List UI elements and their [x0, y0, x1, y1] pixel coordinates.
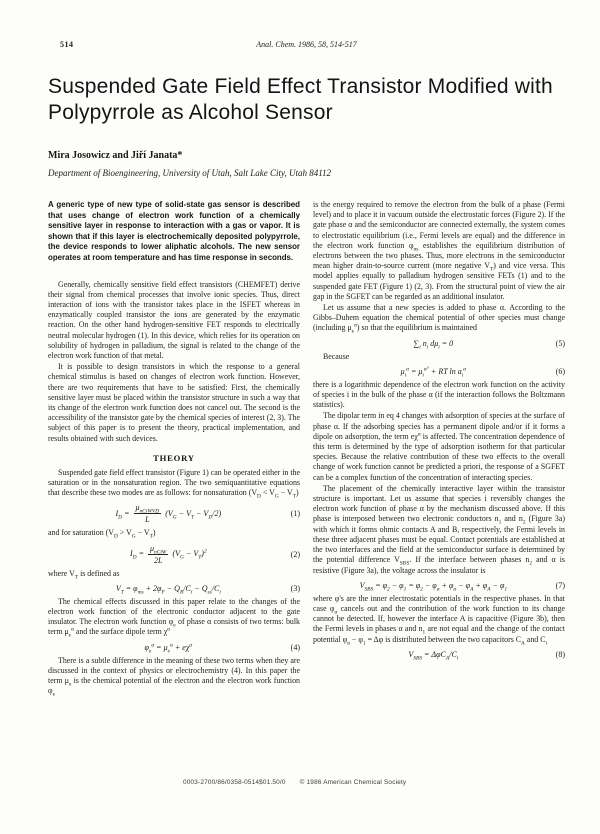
- equation-1: [48, 503, 300, 524]
- body-paragraph: where φ's are the inner electrostatic potentials in the respective phases. In that case $\varphi_\alpha$ cancels out and the contribution of the work function to its change cannot be detected. If, however the interface A is capacitive (Figure 3b), then the Fermi levels in phases α and $n_1$ are not equal and the change of the contact potential $\varphi_\alpha - \varphi_1 = \Delta\varphi$ is distributed between the two capacitors $C_A$ and $C_i$: [313, 593, 565, 647]
- equation-7: [313, 580, 565, 593]
- body-paragraph: There is a subtle difference in the meaning of these two terms when they are discussed in the context of physics or electrochemistry (4). In this paper the term $\mu_e$ is the chemical potential of the electron and the electron work function $\varphi_e$: [48, 655, 300, 698]
- body-paragraph: Let us assume that a new species is added to phase α. According to the Gibbs–Duhem equation the chemical potential of other species must change (including $\mu_e^\alpha$) so that the equilibrium is maintained: [313, 303, 565, 336]
- equation-6-body: $\mu_i^\alpha = \mu_i^{\alpha^\circ}$ + RT $\ln a_i^\alpha$: [400, 366, 467, 379]
- two-column-body: [48, 200, 565, 786]
- fraction-numerator: $\mu_{nCiW}$: [150, 543, 167, 556]
- fraction: [134, 503, 162, 524]
- equation-label: (2): [290, 549, 300, 559]
- body-paragraph: The placement of the chemically interactive layer within the transistor structure is important. Let us assume that species i reversibly changes the electron work function of phase α by the mechanism discussed above. If this phase is interposed between two electronic conductors $n_1$ and $n_2$ (Figure 3a) with which it forms ohmic contacts A and B, respectively, the Fermi levels in these three adjacent phases must be equal. Contact potentials are established at the two interfaces and the field at the semiconductor surface is determined by the potential difference $V_{SBS}$. If the interface between phases $n_2$ and α is resistive (Figure 3a), the voltage across the insulator is: [313, 483, 565, 575]
- equation-7-body: $V_{SBS} = \varphi_2 - \varphi_1 = \varphi_2 - \varphi_\alpha + \varphi_\alpha - \varphi_A + \varphi_A - \varphi_1$: [359, 580, 508, 593]
- body-paragraph: Suspended gate field effect transistor (Figure 1) can be operated either in the saturation or in the nonsaturation region. The two semiquantitative equations that describe these two modes are as follows: for nonsaturation $(V_D < V_G - V_T)$: [48, 467, 300, 500]
- equation-lhs: $I_D$ =: [115, 508, 130, 521]
- page-number: 514: [60, 40, 74, 49]
- equation-8-body: $V_{SBS} = \Delta\varphi C_A/C_i$: [408, 649, 459, 662]
- equation-5: [313, 338, 565, 351]
- equation-8: [313, 649, 565, 662]
- equation-5-body: $\sum_i$ $n_i$ $d\mu_i = 0$: [413, 338, 454, 351]
- abstract-paragraph: A generic type of new type of solid-state gas sensor is described that uses change of electron work function of a chemically sensitive layer in response to interaction with a gas or vapor. It is shown that if this layer is electrochemically deposited polypyrrole, the device responds to lower aliphatic alcohols. The new sensor operates at room temperature and has time response in seconds.: [48, 200, 300, 262]
- page-footer: [183, 779, 406, 786]
- fraction: [148, 544, 168, 565]
- body-paragraph: there is a logarithmic dependence of the electron work function on the activity of species i in the bulk of the phase α (if the interaction follows the Boltzmann statistics).: [313, 379, 565, 410]
- equation-label: (8): [555, 649, 565, 659]
- equation-6: [313, 366, 565, 379]
- equation-rhs: $(V_G - V_T)^2$: [172, 548, 207, 561]
- equation-label: (7): [555, 580, 565, 590]
- section-heading-theory: THEORY: [153, 452, 195, 463]
- right-column: [313, 200, 565, 786]
- equation-lhs: $I_D$ =: [130, 548, 145, 561]
- equation-label: (3): [290, 583, 300, 593]
- equation-label: (1): [290, 509, 300, 519]
- body-paragraph: and for saturation $(V_D > V_G - V_T)$: [48, 528, 156, 540]
- footer-article-code: 0003-2700/86/0358-0514$01.50/0: [183, 779, 286, 786]
- equation-label: (6): [555, 366, 565, 376]
- fraction-denominator: 2L: [154, 555, 163, 565]
- equation-4: [48, 641, 300, 655]
- equation-3-body: $V_T = \varphi_{ms} + 2\varphi_F - Q_B/C_i - Q_{ss}/C_i$: [115, 583, 221, 596]
- fraction-numerator: $\mu_{nCiWVD}$: [135, 503, 160, 516]
- equation-label: (5): [555, 338, 565, 348]
- left-column: [48, 200, 300, 786]
- equation-rhs: $(V_G - V_T - V_D/2)$: [165, 508, 222, 521]
- body-paragraph: Generally, chemically sensitive field effect transistors (CHEMFET) derive their signal from chemical processes that involve ionic species. Thus, direct interaction of ions with the transistor takes place in the ISFET whereas in enzymatically coupled transistor the ions are generated by the enzymatic reaction. On the other hand hydrogen-sensitive FET responds to electrically neutral molecular hydrogen (1). In this device, which relies for its operation on solubility of hydrogen in palladium, the signal is related to the change of the electron work function of that metal.: [48, 279, 300, 360]
- affiliation-line: Department of Bioengineering, University of Utah, Salt Lake City, Utah 84112: [48, 168, 332, 178]
- body-paragraph: The chemical effects discussed in this paper relate to the changes of the electron work function of the electronic conductor adjacent to the gate insulator. The electron work function $\varphi_e$ of phase α consists of two terms: bulk term $\mu_e^\alpha$ and the surface dipole term $\chi^\alpha$: [48, 596, 300, 640]
- equation-2: [48, 544, 300, 565]
- equation-label: (4): [290, 642, 300, 652]
- article-title: Suspended Gate Field Effect Transistor Modified with Polypyrrole as Alcohol Sensor: [48, 75, 553, 124]
- journal-citation: Anal. Chem. 1986, 58, 514-517: [256, 40, 357, 49]
- fraction-denominator: L: [145, 515, 150, 525]
- footer-copyright: © 1986 American Chemical Society: [299, 779, 407, 786]
- author-line: Mira Josowicz and Jiří Janata*: [48, 150, 183, 161]
- equation-4-body: $\varphi_e^\alpha = \mu_e^\alpha + e\chi^\alpha$: [144, 641, 193, 655]
- body-paragraph: It is possible to design transistors in which the response to a general chemical stimulus is based on changes of electron work function. However, there are two requirements that have to be satisfied: First, the chemically sensitive layer must be placed within the transistor structure in such a way that its change of the electron work function does not cancel out. The second is the accessibility of the transistor gate by the chemical species of interest (2, 3). The subject of this paper is to present the theory, practical implementation, and results obtained with such devices.: [48, 362, 300, 443]
- body-paragraph: where $V_T$ is defined as: [48, 568, 120, 581]
- equation-3: [48, 583, 300, 596]
- equation-2-body: [48, 544, 289, 565]
- body-paragraph: is the energy required to remove the electron from the bulk of a phase (Fermi level) and to place it in vacuum outside the electrostatic forces (Figure 2). If the gate phase α and the semiconductor are connected externally, the system comes to electrostatic equilibrium (i.e., Fermi levels are equal) and the difference in the electron work function $\varphi_{\alpha s}$ establishes the equilibrium distribution of electrons between the two phases. Thus, more electrons in the semiconductor mean higher drain-to-source current (more negative $V_T$) and vice versa. This model applies equally to palladium hydrogen sensitive FETs (1) and to the suspended gate FET (Figure 1) (2, 3). From the structural point of view the air gap in the SGFET can be regarded as an additional insulator.: [313, 200, 565, 301]
- body-paragraph: Because: [323, 351, 350, 361]
- page-header: [48, 40, 565, 52]
- equation-1-body: [48, 503, 289, 524]
- body-paragraph: The dipolar term in eq 4 changes with adsorption of species at the surface of phase α. If the adsorbing species has a permanent dipole and/or if it forms a dipole on adsorption, the term $e\chi^\alpha$ is affected. The concentration dependence of this term is determined by the type of adsorption isotherm for that particular species. Because the relative contribution of these two effects to the overall change of work function cannot be predicted a priori, the response of a SGFET can be a complex function of the concentration of interacting species.: [313, 411, 565, 482]
